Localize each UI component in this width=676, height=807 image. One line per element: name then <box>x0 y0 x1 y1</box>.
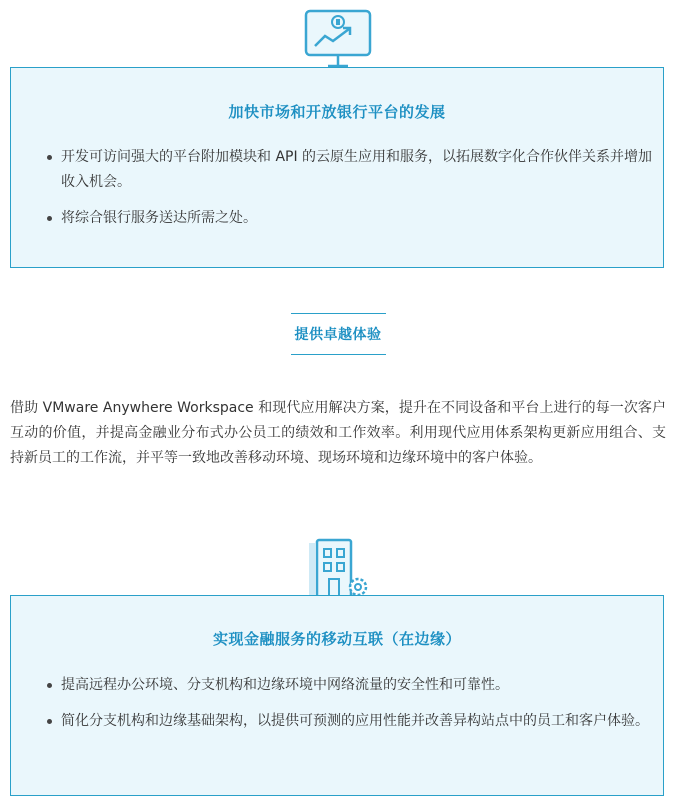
list-item: 开发可访问强大的平台附加模块和 API 的云原生应用和服务，以拓展数字化合作伙伴关系并增加收入机会。 <box>11 145 663 195</box>
feature-card-mobile-edge <box>10 595 664 796</box>
feature-card-open-banking <box>10 67 664 268</box>
chart-growth-monitor-icon <box>0 8 676 70</box>
list-item: 提高远程办公环境、分支机构和边缘环境中网络流量的安全性和可靠性。 <box>11 673 663 698</box>
list-item: 简化分支机构和边缘基础架构，以提供可预测的应用性能并改善异构站点中的员工和客户体验。 <box>11 709 663 734</box>
building-gear-icon <box>0 537 676 597</box>
section-title <box>0 313 676 355</box>
section-title-text: 提供卓越体验 <box>291 313 386 355</box>
section-paragraph: 借助 VMware Anywhere Workspace 和现代应用解决方案，提升在不同设备和平台上进行的每一次客户互动的价值，并提高金融业分布式办公员工的绩效和工作效率。利用现代应用体系架构更新应用组合、支持新员工的工作流，并平等一致地改善移动环境、现场环境和边缘环境中的客户体验。 <box>10 400 666 466</box>
bullet-list <box>11 145 663 231</box>
card-title: 实现金融服务的移动互联（在边缘） <box>212 630 461 648</box>
card-title: 加快市场和开放银行平台的发展 <box>228 103 446 121</box>
list-item: 将综合银行服务送达所需之处。 <box>11 206 663 231</box>
bullet-list <box>11 673 663 734</box>
